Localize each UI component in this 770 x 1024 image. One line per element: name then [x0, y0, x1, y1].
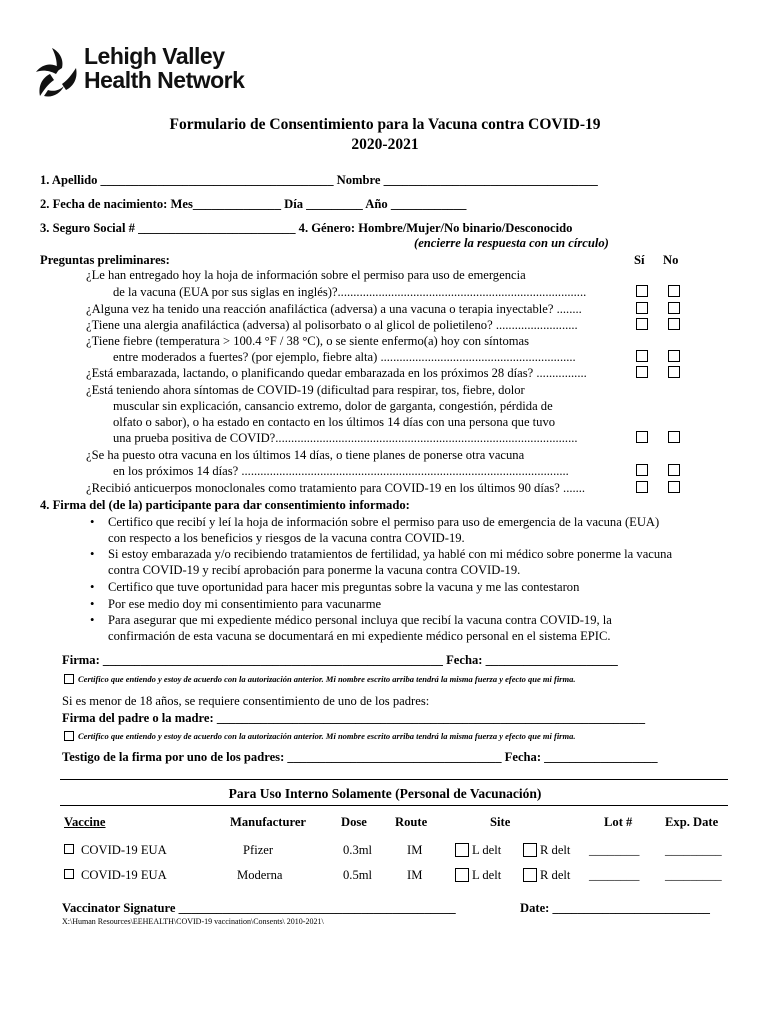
row-vaccine: COVID-19 EUA: [81, 843, 167, 857]
certify-text: Certifico que entiendo y estoy de acuerdo con la autorización anterior. Mi nombre escrito arriba tendrá la misma fuerza y efecto que mi firma.: [78, 674, 576, 684]
consent-text: con respecto a los beneficios y riesgos de la vacuna contra COVID-19.: [108, 531, 465, 545]
row-route: IM: [407, 843, 423, 857]
left-deltoid-checkbox[interactable]: [455, 843, 469, 857]
consent-text: Si estoy embarazada y/o recibiendo tratamientos de fertilidad, ya hablé con mi médico sobre ponerme la vacuna: [108, 547, 673, 561]
parent-signature-line[interactable]: Firma del padre o la madre: ____________________________________________________________________: [62, 711, 646, 725]
row-left-delt: L delt: [472, 843, 502, 857]
vaccine-checkbox[interactable]: [64, 869, 74, 879]
bullet-icon: •: [90, 547, 95, 561]
question-line: ¿Está teniendo ahora síntomas de COVID-19 (dificultad para respirar, tos, fiebre, dolor: [86, 383, 525, 397]
ssn-gender-line[interactable]: [40, 221, 572, 236]
prelim-heading: Preguntas preliminares:: [40, 253, 170, 267]
yes-checkbox[interactable]: [636, 285, 648, 297]
divider: [60, 805, 728, 806]
question-line: ¿Recibió anticuerpos monoclonales como tratamiento para COVID-19 en los últimos 90 días? .......: [86, 481, 586, 495]
no-checkbox[interactable]: [668, 481, 680, 493]
form-year: 2020-2021: [351, 136, 419, 153]
yes-checkbox[interactable]: [636, 366, 648, 378]
question-line: ¿Tiene fiebre (temperatura > 100.4 °F / 38 °C), o se siente enfermo(a) hoy con síntomas: [86, 334, 530, 348]
yes-checkbox[interactable]: [636, 481, 648, 493]
lot-field[interactable]: ________: [589, 868, 640, 882]
question-line: ¿Tiene una alergia anafiláctica (adversa) al polisorbato o al glicol de polietileno? ..........................: [86, 318, 578, 332]
no-column-header: No: [663, 253, 679, 267]
col-dose: Dose: [341, 815, 367, 829]
consent-text: Certifico que recibí y leí la hoja de información sobre el permiso para uso de emergencia de la vacuna (EUA): [108, 515, 660, 529]
no-checkbox[interactable]: [668, 285, 680, 297]
no-checkbox[interactable]: [668, 366, 680, 378]
yes-checkbox[interactable]: [636, 350, 648, 362]
consent-text: confirmación de esta vacuna se documentará en mi expediente médico personal en el sistema EPIC.: [108, 629, 611, 643]
exp-field[interactable]: _________: [665, 843, 722, 857]
question-line: entre moderados a fuertes? (por ejemplo, fiebre alta) ..............................................................: [113, 350, 576, 364]
witness-signature-line[interactable]: Testigo de la firma por uno de los padres: __________________________________ Fecha: __________________: [62, 750, 658, 764]
yes-column-header: Sí: [634, 253, 645, 267]
lvhn-logo: [34, 44, 284, 100]
yes-checkbox[interactable]: [636, 431, 648, 443]
row-manufacturer: Pfizer: [243, 843, 274, 857]
no-checkbox[interactable]: [668, 302, 680, 314]
consent-text: Por ese medio doy mi consentimiento para vacunarme: [108, 597, 382, 611]
logo-text: [84, 44, 244, 92]
vaccinator-date-line[interactable]: Date: _________________________: [520, 901, 710, 915]
row-manufacturer: Moderna: [237, 868, 283, 882]
parent-certify-text: Certifico que entiendo y estoy de acuerdo con la autorización anterior. Mi nombre escrito arriba tendrá la misma fuerza y efecto que mi firma.: [78, 731, 576, 741]
col-manufacturer: Manufacturer: [230, 815, 307, 829]
no-checkbox[interactable]: [668, 318, 680, 330]
question-line: olfato o sabor), o ha estado en contacto en los últimos 14 días con una persona que tuvo: [113, 415, 556, 429]
consent-heading: 4. Firma del (de la) participante para dar consentimiento informado:: [40, 498, 410, 512]
yes-checkbox[interactable]: [636, 464, 648, 476]
row-right-delt: R delt: [540, 843, 571, 857]
row-left-delt: L delt: [472, 868, 502, 882]
question-line: ¿Le han entregado hoy la hoja de información sobre el permiso para uso de emergencia: [86, 268, 526, 282]
row-vaccine: COVID-19 EUA: [81, 868, 167, 882]
file-path: X:\Human Resources\EEHEALTH\COVID-19 vaccination\Consents\ 2010-2021\: [62, 917, 324, 926]
ssn-field[interactable]: 3. Seguro Social # _________________________ 4.: [40, 221, 312, 235]
certify-checkbox[interactable]: [64, 674, 74, 684]
minor-notice: Si es menor de 18 años, se requiere consentimiento de uno de los padres:: [62, 694, 430, 708]
right-deltoid-checkbox[interactable]: [523, 843, 537, 857]
exp-field[interactable]: _________: [665, 868, 722, 882]
consent-text: Para asegurar que mi expediente médico personal incluya que recibí la vacuna contra COVID-19, la: [108, 613, 612, 627]
lvhn-logo-mark-icon: [34, 46, 80, 102]
vaccinator-signature-line[interactable]: Vaccinator Signature ____________________________________________: [62, 901, 456, 915]
internal-title: Para Uso Interno Solamente (Personal de Vacunación): [228, 786, 542, 801]
row-dose: 0.5ml: [343, 868, 373, 882]
question-line: muscular sin explicación, cansancio extremo, dolor de garganta, congestión, pérdida de: [113, 399, 553, 413]
yes-checkbox[interactable]: [636, 302, 648, 314]
consent-text: contra COVID-19 y recibí aprobación para ponerme la vacuna contra COVID-19.: [108, 563, 521, 577]
birthdate-field-line[interactable]: 2. Fecha de nacimiento: Mes______________ Día _________ Año ____________: [40, 197, 467, 211]
col-exp: Exp. Date: [665, 815, 719, 829]
row-right-delt: R delt: [540, 868, 571, 882]
question-line: ¿Alguna vez ha tenido una reacción anafiláctica (adversa) a una vacuna o terapia inyectable? ........: [86, 302, 582, 316]
question-line: en los próximos 14 días? ........................................................................................................: [113, 464, 569, 478]
divider: [60, 779, 728, 780]
bullet-icon: •: [90, 515, 95, 529]
no-checkbox[interactable]: [668, 431, 680, 443]
bullet-icon: •: [90, 613, 95, 627]
question-line: una prueba positiva de COVID?................................................................................................: [113, 431, 578, 445]
col-site: Site: [490, 815, 511, 829]
no-checkbox[interactable]: [668, 350, 680, 362]
gender-instruction: (encierre la respuesta con un círculo): [414, 236, 609, 250]
question-line: ¿Se ha puesto otra vacuna en los últimos 14 días, o tiene planes de ponerse otra vacuna: [86, 448, 525, 462]
col-vaccine: Vaccine: [64, 815, 106, 829]
col-lot: Lot #: [604, 815, 633, 829]
right-deltoid-checkbox[interactable]: [523, 868, 537, 882]
parent-certify-checkbox[interactable]: [64, 731, 74, 741]
logo-line1: Lehigh Valley: [84, 43, 225, 69]
col-route: Route: [395, 815, 428, 829]
signature-field-line[interactable]: Firma: ______________________________________________________ Fecha: _____________________: [62, 653, 618, 667]
yes-checkbox[interactable]: [636, 318, 648, 330]
row-route: IM: [407, 868, 423, 882]
consent-text: Certifico que tuve oportunidad para hacer mis preguntas sobre la vacuna y me las contestaron: [108, 580, 580, 594]
lot-field[interactable]: ________: [589, 843, 640, 857]
question-line: de la vacuna (EUA por sus siglas en inglés)?...............................................................................: [113, 285, 587, 299]
row-dose: 0.3ml: [343, 843, 373, 857]
bullet-icon: •: [90, 580, 95, 594]
form-title: Formulario de Consentimiento para la Vacuna contra COVID-19: [169, 116, 601, 133]
no-checkbox[interactable]: [668, 464, 680, 476]
logo-line2: Health Network: [84, 67, 245, 93]
name-field-line[interactable]: 1. Apellido _____________________________________ Nombre __________________________________: [40, 173, 598, 187]
left-deltoid-checkbox[interactable]: [455, 868, 469, 882]
question-line: ¿Está embarazada, lactando, o planificando quedar embarazada en los próximos 28 días? ................: [86, 366, 587, 380]
vaccine-checkbox[interactable]: [64, 844, 74, 854]
bullet-icon: •: [90, 597, 95, 611]
gender-options: Género: Hombre/Mujer/No binario/Desconocido: [311, 221, 573, 235]
